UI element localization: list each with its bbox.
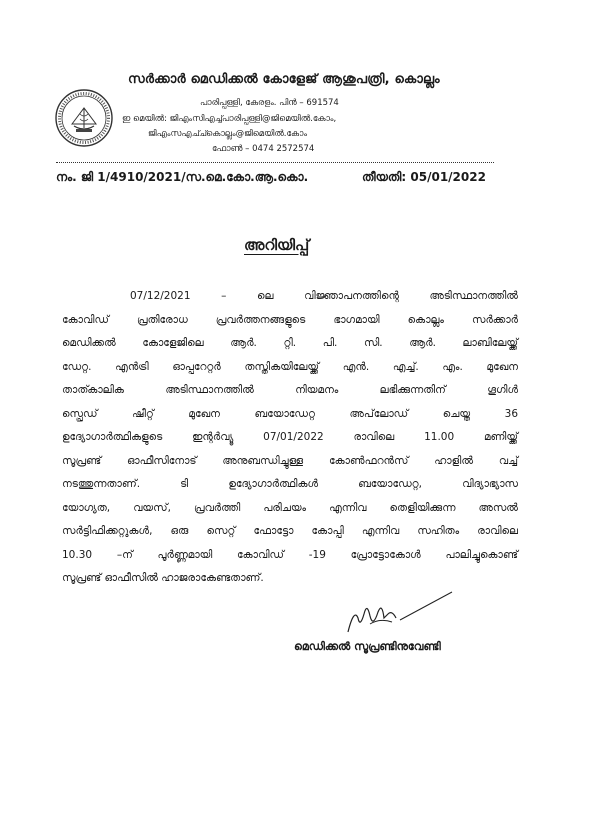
header-divider	[56, 162, 494, 163]
body-line: യോഗ്യത, വയസ്, പ്രവർത്തി പരിചയം എന്നിവ തെളിയിക്കുന്ന അസൽ	[62, 501, 518, 514]
email-line-2: ജിഎംസഎച്ച്കൊല്ലം@ജിമെയിൽ.കോം	[148, 129, 308, 139]
body-line: കോവിഡ് പ്രതിരോധ പ്രവർത്തനങ്ങളുടെ ഭാഗമായി കൊല്ലം സർക്കാർ	[62, 313, 518, 326]
college-emblem-logo	[54, 88, 114, 148]
notice-heading: അറിയിപ്പ്	[244, 236, 310, 254]
signature-label: മെഡിക്കൽ സൂപ്രണ്ടിനുവേണ്ടി	[294, 640, 441, 653]
body-line: ഉദ്യോഗാർത്ഥികളുടെ ഇന്റർവ്യൂ 07/01/2022 രാവിലെ 11.00 മണിയ്ക്ക്	[62, 431, 518, 443]
body-line: സർട്ടിഫിക്കറ്റുകൾ, ഒരു സെറ്റ് ഫോട്ടോ കോപ്പി എന്നിവ സഹിതം രാവിലെ	[62, 525, 518, 537]
handwritten-signature	[340, 588, 460, 642]
body-line: 10.30 –ന് പൂർണ്ണമായി കോവിഡ് -19 പ്രോട്ടോകോൾ പാലിച്ചുകൊണ്ട്	[62, 548, 518, 561]
document-date: തീയതി: 05/01/2022	[362, 170, 486, 184]
body-line: സൂപ്രണ്ട് ഓഫീസിൽ ഹാജരാകേണ്ടതാണ്.	[62, 572, 264, 584]
body-line: താത്കാലിക അടിസ്ഥാനത്തിൽ നിയമനം ലഭിക്കുന്നതിന് ഗൂഗിൾ	[62, 384, 518, 396]
body-line: നടത്തുന്നതാണ്. ടി ഉദ്യോഗാർത്ഥികൾ ബയോഡേറ്റ, വിദ്യാഭ്യാസ	[62, 478, 518, 490]
email-line-1: ഇ മെയിൽ: ജിഎംസിഎച്ച്പാരിപ്പള്ളി@ജിമെയിൽ.കോം,	[122, 114, 337, 124]
body-line: സ്പ്രെഡ് ഷീറ്റ് മുഖേന ബയോഡേറ്റ അപ്‌ലോഡ് ചെയ്ത 36	[62, 407, 518, 420]
reference-number: നം. ജി 1/4910/2021/സ.മെ.കോ.ആ.കൊ.	[56, 170, 309, 184]
body-line: മെഡിക്കൽ കോളേജിലെ ആർ. റ്റി. പി. സി. ആർ. ലാബിലേയ്ക്ക്	[62, 337, 518, 349]
body-line: ഡേറ്റ. എൻട്രി ഓപ്പറേറ്റർ തസ്തികയിലേയ്ക്ക് എൻ. എച്ച്. എം. മുഖേന	[62, 360, 518, 373]
institution-name: സർക്കാർ മെഡിക്കൽ കോളേജ് ആശുപത്രി, കൊല്ലം	[128, 72, 440, 87]
institution-address: പാരിപ്പള്ളി, കേരളം. പിൻ – 691574	[200, 98, 339, 108]
body-line: സൂപ്രണ്ട് ഓഫീസിനോട് അനുബന്ധിച്ചുള്ള കോൺഫറൻസ് ഹാളിൽ വച്ച്	[62, 454, 518, 467]
notice-body	[62, 285, 518, 591]
phone-number: ഫോൺ – 0474 2572574	[212, 144, 315, 154]
body-line: 07/12/2021 – ലെ വിജ്ഞാപനത്തിന്റെ അടിസ്ഥാനത്തിൽ	[130, 290, 518, 302]
